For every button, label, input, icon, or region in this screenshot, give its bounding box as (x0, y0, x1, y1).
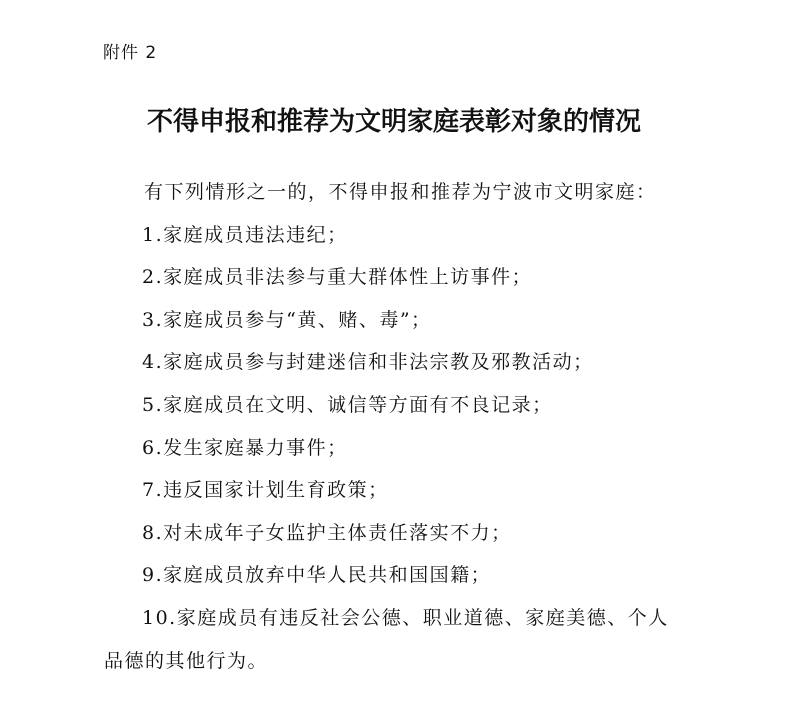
list-item-2: 2.家庭成员非法参与重大群体性上访事件； (142, 266, 533, 289)
intro-paragraph: 有下列情形之一的，不得申报和推荐为宁波市文明家庭： (144, 181, 657, 203)
list-item-1: 1.家庭成员违法违纪； (142, 223, 348, 246)
document-title: 不得申报和推荐为文明家庭表彰对象的情况 (146, 107, 641, 137)
list-item-10: 10.家庭成员有违反社会公德、职业道德、家庭美德、个人 (142, 606, 669, 629)
list-item-5: 5.家庭成员在文明、诚信等方面有不良记录； (142, 393, 553, 416)
list-item-10-continuation: 品德的其他行为。 (104, 649, 269, 672)
list-item-8: 8.对未成年子女监护主体责任落实不力； (142, 521, 512, 544)
list-item-6: 6.发生家庭暴力事件； (142, 436, 348, 459)
list-item-7: 7.违反国家计划生育政策； (142, 479, 389, 502)
list-item-4: 4.家庭成员参与封建迷信和非法宗教及邪教活动； (142, 351, 594, 374)
document-body (104, 171, 704, 682)
list-item-9: 9.家庭成员放弃中华人民共和国国籍； (142, 564, 492, 587)
list-item-3: 3.家庭成员参与“黄、赌、毒”； (142, 308, 432, 331)
attachment-label: 附件 2 (103, 43, 158, 63)
